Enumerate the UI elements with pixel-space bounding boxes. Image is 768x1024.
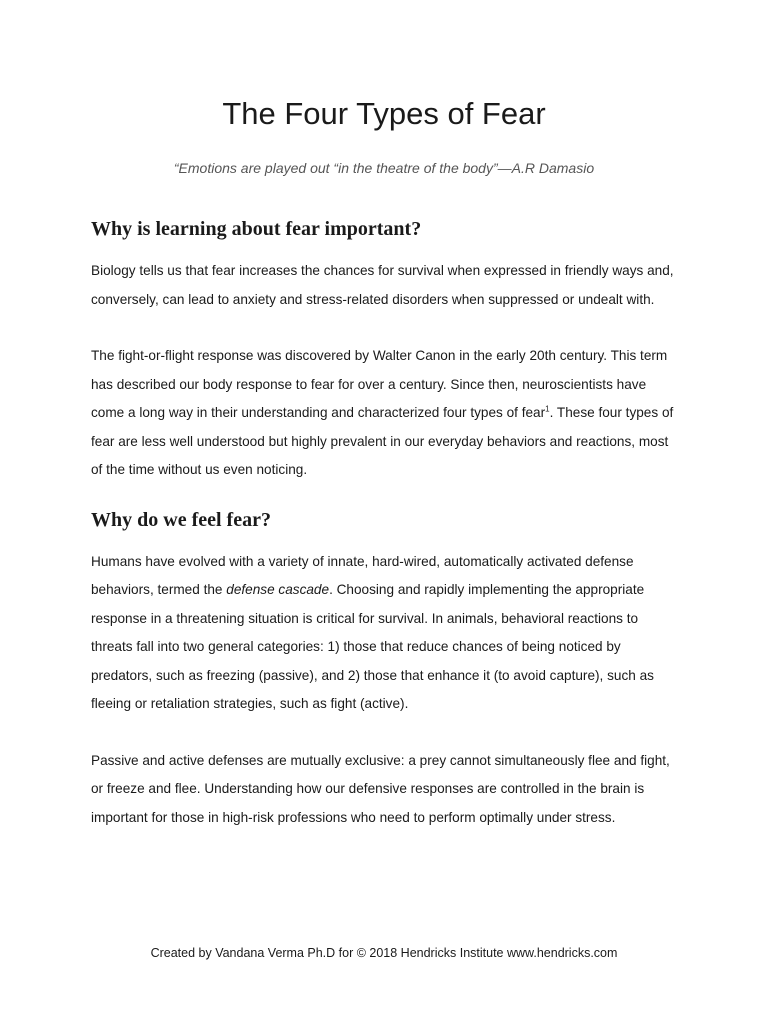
- document-body: [91, 218, 681, 832]
- paragraph-gap: [91, 314, 681, 342]
- section-heading-why-fear: Why do we feel fear?: [91, 508, 271, 531]
- page-footer: Created by Vandana Verma Ph.D for © 2018 Hendricks Institute www.hendricks.com: [150, 946, 618, 960]
- section1-paragraph-2-text-a: The fight-or-flight response was discovered by Walter Canon in the early 20th century. This term has described our body response to fear for over a century. Since then, neuroscientists have come a long way in their understanding and characterized four types of fear: [91, 348, 668, 420]
- defense-cascade-term: defense cascade: [226, 582, 330, 597]
- page-title: The Four Types of Fear: [222, 96, 546, 131]
- section1-paragraph-2: [91, 342, 681, 485]
- section2-paragraph-1: [91, 548, 681, 719]
- footnote-marker: 1: [545, 404, 550, 414]
- section1-paragraph-1: Biology tells us that fear increases the chances for survival when expressed in friendly ways and, conversely, can lead to anxiety and stress-related disorders when suppressed or undealt with.: [91, 263, 674, 307]
- paragraph-gap: [91, 719, 681, 747]
- section2-paragraph-1-text-b: . Choosing and rapidly implementing the appropriate response in a threatening situation is critical for survival. In animals, behavioral reactions to threats fall into two general categories: 1) those that reduce chances of being noticed by predators, such as freezing (passive), and 2) those that enhance it (to avoid capture), such as fleeing or retaliation strategies, such as fight (active).: [91, 582, 654, 711]
- section2-paragraph-1-text-a: Humans have evolved with a variety of innate, hard-wired, automatically activated defense behaviors, termed the: [91, 553, 634, 597]
- section-heading-why-learn: Why is learning about fear important?: [91, 218, 422, 240]
- epigraph-quote: “Emotions are played out “in the theatre of the body”—A.R Damasio: [173, 160, 595, 176]
- section2-paragraph-2: Passive and active defenses are mutually exclusive: a prey cannot simultaneously flee and fight, or freeze and flee. Understanding how our defensive responses are controlled in the brain is important for those in high-risk professions who need to perform optimally under stress.: [91, 752, 670, 825]
- section1-paragraph-2-text-b: . These four types of fear are less well understood but highly prevalent in our everyday behaviors and reactions, most of the time without us even noticing.: [91, 405, 674, 477]
